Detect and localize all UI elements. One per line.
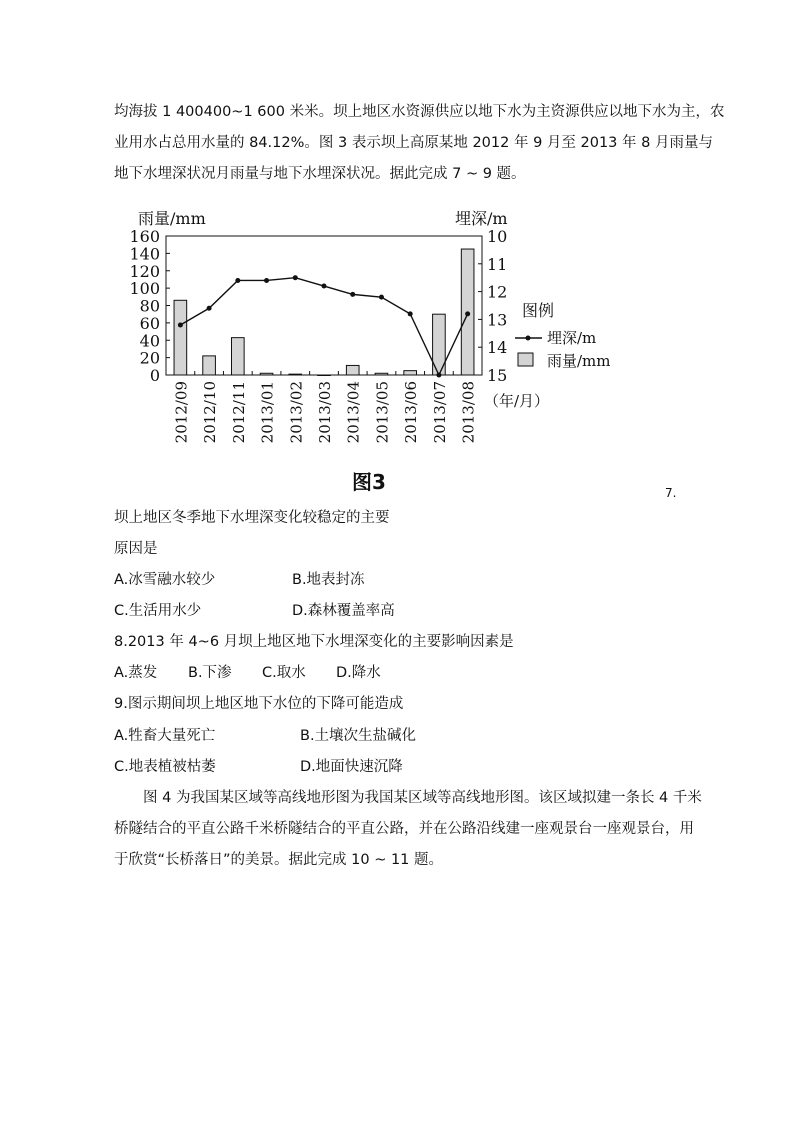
question-8-stem: 8.2013 年 4~6 月坝上地区地下水埋深变化的主要影响因素是 — [114, 634, 514, 650]
left-axis-tick-label: 160 — [129, 227, 160, 246]
question-9-option-b: B.土壤次生盐碱化 — [300, 728, 417, 744]
depth-point — [178, 322, 183, 327]
question-7-option-c: C.生活用水少 — [114, 603, 202, 619]
x-axis-tick-label: 2013/08 — [459, 381, 478, 444]
rainfall-bar — [231, 338, 244, 375]
figure-caption: 图3 — [352, 470, 386, 494]
rainfall-bar — [318, 375, 331, 376]
depth-point — [408, 311, 413, 316]
question-9-stem: 9.图示期间坝上地区地下水位的下降可能造成 — [114, 696, 404, 712]
rainfall-bar — [375, 373, 388, 375]
rainfall-bar — [203, 356, 216, 375]
question-8-option-a: A.蒸发 — [114, 665, 158, 681]
left-axis-tick-label: 80 — [139, 296, 160, 316]
para2-line-3: 于欣赏“长桥落日”的美景。据此完成 10 ~ 11 题。 — [114, 852, 444, 868]
x-axis-tick-label: 2013/03 — [316, 381, 334, 444]
left-axis-tick-label: 140 — [129, 244, 160, 264]
legend-line-label: 埋深/m — [547, 329, 597, 347]
question-9-option-a: A.牲畜大量死亡 — [114, 728, 216, 744]
legend-point-swatch — [526, 336, 531, 341]
intro-line-3: 地下水埋深状况月雨量与地下水埋深状况。据此完成 7 ~ 9 题。 — [114, 166, 526, 182]
x-axis-tick-label: 2012/09 — [172, 381, 191, 444]
rainfall-bar — [174, 300, 187, 375]
depth-point — [350, 292, 355, 297]
right-axis-tick-label: 10 — [487, 227, 508, 246]
rainfall-bar — [404, 371, 417, 375]
left-axis-tick-label: 40 — [139, 331, 160, 351]
intro-line-1: 均海拔 1 400400~1 600 米米。坝上地区水资源供应以地下水为主资源供应以地下水为主，农 — [114, 104, 725, 120]
depth-point — [293, 275, 298, 280]
question-8-option-c: C.取水 — [262, 665, 306, 681]
question-9-option-c: C.地表植被枯萎 — [114, 759, 216, 775]
left-axis-tick-label: 120 — [129, 261, 160, 281]
left-axis-title: 雨量/mm — [138, 209, 206, 228]
question-7-option-a: A.冰雪融水较少 — [114, 572, 216, 588]
intro-line-2: 业用水占总用水量的 84.12%。图 3 表示坝上高原某地 2012 年 9 月至 2013 年 8 月雨量与 — [114, 135, 713, 151]
depth-point — [465, 311, 470, 316]
right-axis-tick-label: 14 — [487, 338, 508, 358]
x-axis-tick-label: 2013/07 — [430, 381, 449, 444]
rainfall-bar — [289, 374, 302, 375]
x-axis-tick-label: 2012/11 — [229, 381, 248, 444]
right-axis-tick-label: 15 — [487, 366, 508, 385]
question-8-option-b: B.下渗 — [188, 665, 232, 681]
question-8-option-d: D.降水 — [336, 665, 381, 681]
x-axis-tick-label: 2013/06 — [402, 381, 421, 444]
para2-line-2: 桥隧结合的平直公路千米桥隧结合的平直公路，并在公路沿线建一座观景台一座观景台，用 — [114, 821, 694, 837]
x-axis-tick-label: 2013/05 — [373, 381, 392, 444]
right-axis-tick-label: 11 — [487, 254, 508, 274]
left-axis-tick-label: 0 — [149, 366, 160, 385]
depth-point — [207, 306, 212, 311]
question-7-option-b: B.地表封冻 — [292, 572, 365, 588]
rainfall-bar — [346, 365, 359, 375]
rainfall-bar — [260, 373, 273, 375]
question-9-option-d: D.地面快速沉降 — [300, 759, 403, 775]
para2-line-1: 图 4 为我国某区域等高线地形图为我国某区域等高线地形图。该区域拟建一条长 4 千米 — [143, 790, 702, 806]
x-axis-tick-label: 2013/02 — [287, 381, 306, 444]
left-axis-tick-label: 20 — [139, 348, 160, 368]
legend-bar-label: 雨量/mm — [547, 352, 611, 370]
right-axis-tick-label: 13 — [487, 310, 508, 330]
right-axis-tick-label: 12 — [487, 282, 508, 302]
question-7-option-d: D.森林覆盖率高 — [292, 603, 395, 619]
depth-point — [322, 284, 327, 289]
question-7-stem: 坝上地区冬季地下水埋深变化较稳定的主要 — [114, 510, 390, 526]
left-axis-tick-label: 60 — [139, 313, 160, 333]
x-axis-tick-label: 2013/04 — [344, 381, 363, 444]
depth-point — [235, 278, 240, 283]
depth-point — [379, 295, 384, 300]
depth-point — [264, 278, 269, 283]
depth-line — [180, 278, 467, 375]
question-7-stem-cont: 原因是 — [114, 541, 158, 557]
legend-bar-swatch — [518, 353, 533, 366]
x-axis-tick-label: 2013/01 — [258, 381, 277, 444]
right-axis-title: 埋深/m — [455, 209, 508, 228]
question-7-number: 7. — [665, 486, 677, 500]
legend-title: 图例 — [522, 301, 555, 320]
depth-point — [436, 373, 441, 378]
x-axis-tick-label: 2012/10 — [201, 381, 220, 444]
left-axis-tick-label: 100 — [129, 279, 160, 299]
x-unit-label: （年/月） — [484, 392, 550, 410]
rainfall-depth-chart — [110, 200, 650, 462]
